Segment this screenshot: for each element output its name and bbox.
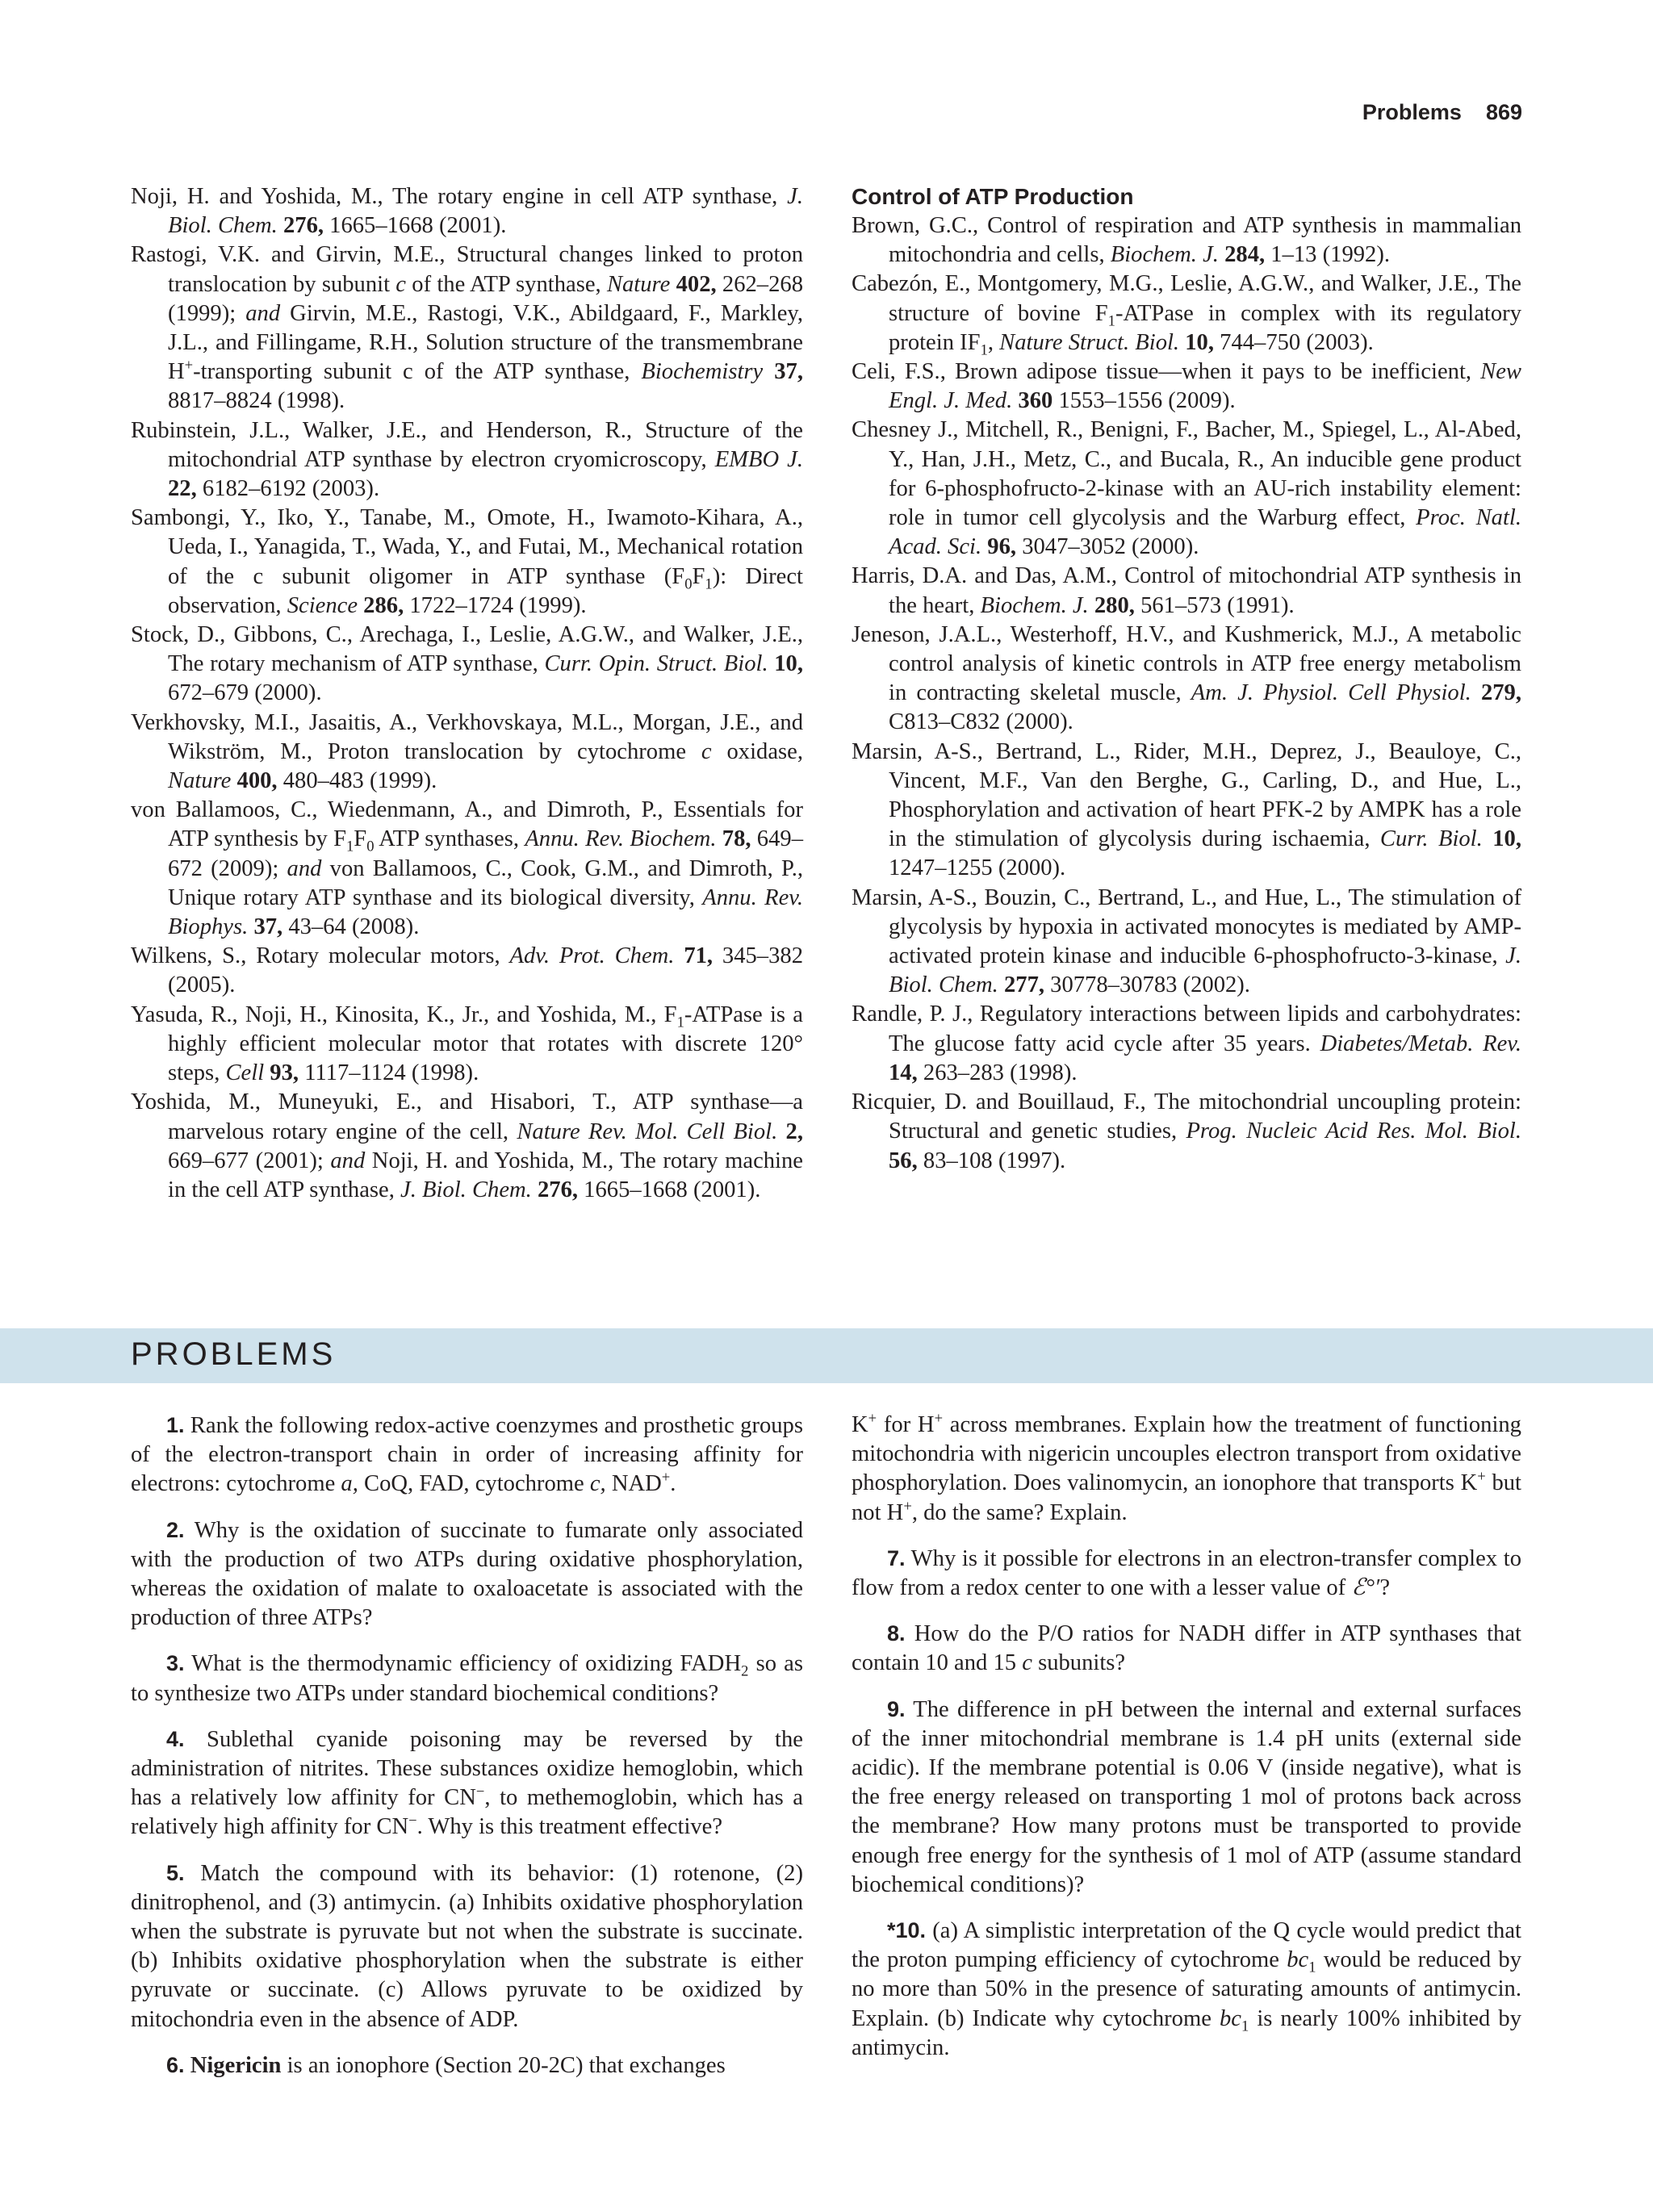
reference-entry: Celi, F.S., Brown adipose tissue—when it pays to be inefficient, New Engl. J. Med. 360 1553–1556 (2009). xyxy=(852,359,1521,414)
problem-text: Rank the following redox-active coenzymes and prosthetic groups of the electron-transport chain in order of increasing affinity for electrons: cytochrome a, CoQ, FAD, cytochrome c, NAD+. xyxy=(131,1413,803,1497)
reference-entry: Noji, H. and Yoshida, M., The rotary engine in cell ATP synthase, J. Biol. Chem. 276, 1665–1668 (2001). xyxy=(131,184,803,239)
references-right-list xyxy=(852,211,1521,1176)
reference-entry: Cabezón, E., Montgomery, M.G., Leslie, A.G.W., and Walker, J.E., The structure of bovine $F_1$-ATPase in complex with its regulatory protein $IF_1$, Nature Struct. Biol. 10, 744–750 (2003). xyxy=(852,271,1521,359)
problem-number: 1. xyxy=(166,1413,185,1437)
problem-item xyxy=(852,1695,1521,1900)
reference-entry: Rastogi, V.K. and Girvin, M.E., Structural changes linked to proton translocation by subunit c of the ATP synthase, Nature 402, 262–268 (1999); and Girvin, M.E., Rastogi, V.K., Abildgaard, F., Markley, J.L., and Fillingame, R.H., Solution structure of the transmembrane H+-transporting subunit c of the ATP synthase, Biochemistry 37, 8817–8824 (1998). xyxy=(131,242,803,414)
problem-text: Sublethal cyanide poisoning may be reversed by the administration of nitrites. These substances oxidize hemoglobin, which has a relatively low affinity for CN−, to methemoglobin, which has a relatively high affinity for CN−. Why is this treatment effective? xyxy=(131,1726,804,1840)
problem-text: Why is the oxidation of succinate to fumarate only associated with the production of two ATPs during oxidative phosphorylation, whereas the oxidation of malate to oxaloacetate is associated with the production of three ATPs? xyxy=(131,1517,803,1631)
problems-title: PROBLEMS xyxy=(131,1336,337,1372)
problem-item xyxy=(131,1725,803,1842)
problem-number: 7. xyxy=(887,1545,906,1570)
reference-entry: Ricquier, D. and Bouillaud, F., The mitochondrial uncoupling protein: Structural and genetic studies, Prog. Nucleic Acid Res. Mol. Biol. 56, 83–108 (1997). xyxy=(852,1089,1521,1173)
reference-entry: Randle, P. J., Regulatory interactions between lipids and carbohydrates: The glucose fatty acid cycle after 35 years. Diabetes/Metab. Rev. 14, 263–283 (1998). xyxy=(852,1001,1521,1085)
problem-number: 9. xyxy=(887,1696,906,1721)
running-head-section: Problems xyxy=(1362,100,1462,124)
reference-entry: Harris, D.A. and Das, A.M., Control of mitochondrial ATP synthesis in the heart, Biochem. J. 280, 561–573 (1991). xyxy=(852,563,1521,618)
problem-text: Match the compound with its behavior: (1) rotenone, (2) dinitrophenol, and (3) antimycin. (a) Inhibits oxidative phosphorylation when the substrate is pyruvate but not when the substrate is succinate. (b) Inhibits oxidative phosphorylation when the substrate is either pyruvate or succinate. (c) Allows pyruvate to be oxidized by mitochondria even in the absence of ADP. xyxy=(131,1860,803,2032)
reference-entry: Stock, D., Gibbons, C., Arechaga, I., Leslie, A.G.W., and Walker, J.E., The rotary mechanism of ATP synthase, Curr. Opin. Struct. Biol. 10, 672–679 (2000). xyxy=(131,622,803,706)
references-left-column xyxy=(131,182,803,1205)
reference-entry: Yoshida, M., Muneyuki, E., and Hisabori, T., ATP synthase—a marvelous rotary engine of the cell, Nature Rev. Mol. Cell Biol. 2, 669–677 (2001); and Noji, H. and Yoshida, M., The rotary machine in the cell ATP synthase, J. Biol. Chem. 276, 1665–1668 (2001). xyxy=(131,1089,803,1202)
problem-text: (a) A simplistic interpretation of the Q cycle would predict that the proton pumping efficiency of cytochrome $bc_1$ would be reduced by no more than 50% in the presence of saturating amounts of antimycin. Explain. (b) Indicate why cytochrome $bc_1$ is nearly 100% inhibited by antimycin. xyxy=(852,1918,1521,2060)
problem-6-continuation: K+ for H+ across membranes. Explain how the treatment of functioning mitochondria with nigericin uncouples electron transport from oxidative phosphorylation. Does valinomycin, an ionophore that transports K+ but not H+, do the same? Explain. xyxy=(852,1410,1521,1525)
problem-text: How do the P/O ratios for NADH differ in ATP synthases that contain 10 and 15 c subunits? xyxy=(852,1621,1521,1676)
problem-item xyxy=(131,1859,803,2034)
problem-item xyxy=(852,1916,1521,2063)
reference-entry: Marsin, A-S., Bertrand, L., Rider, M.H., Deprez, J., Beauloye, C., Vincent, M.F., Van den Berghe, G., Carling, D., and Hue, L., Phosphorylation and activation of heart PFK-2 by AMPK has a role in the stimulation of glycolysis during ischaemia, Curr. Biol. 10, 1247–1255 (2000). xyxy=(852,738,1521,881)
reference-entry: Yasuda, R., Noji, H., Kinosita, K., Jr., and Yoshida, M., $F_1$-ATPase is a highly efficient molecular motor that rotates with discrete 120° steps, Cell 93, 1117–1124 (1998). xyxy=(131,1001,803,1086)
reference-entry: Marsin, A-S., Bouzin, C., Bertrand, L., and Hue, L., The stimulation of glycolysis by hypoxia in activated monocytes is mediated by AMP-activated protein kinase and inducible 6-phosphofructo-3-kinase, J. Biol. Chem. 277, 30778–30783 (2002). xyxy=(852,884,1521,998)
problem-item xyxy=(131,1649,803,1708)
problems-right-list xyxy=(852,1544,1521,2063)
problem-number: *10. xyxy=(887,1918,927,1943)
problems-right-column xyxy=(852,1411,1521,2079)
problem-number: 4. xyxy=(166,1726,185,1751)
problem-text: What is the thermodynamic efficiency of oxidizing $FADH_2$ so as to synthesize two ATPs under standard biochemical conditions? xyxy=(131,1651,803,1706)
problem-number: 5. xyxy=(166,1860,185,1885)
problem-number: 6. xyxy=(166,2052,185,2077)
reference-entry: Verkhovsky, M.I., Jasaitis, A., Verkhovskaya, M.L., Morgan, J.E., and Wikström, M., Proton translocation by cytochrome c oxidase, Nature 400, 480–483 (1999). xyxy=(131,709,803,794)
references-right-column xyxy=(852,182,1521,1176)
reference-entry: Sambongi, Y., Iko, Y., Tanabe, M., Omote, H., Iwamoto-Kihara, A., Ueda, I., Yanagida, T., Wada, Y., and Futai, M., Mechanical rotation of the c subunit oligomer in ATP synthase $(F_0F_1)$: Direct observation, Science 286, 1722–1724 (1999). xyxy=(131,505,803,618)
reference-entry: Rubinstein, J.L., Walker, J.E., and Henderson, R., Structure of the mitochondrial ATP synthase by electron cryomicroscopy, EMBO J. 22, 6182–6192 (2003). xyxy=(131,417,803,502)
reference-entry: Jeneson, J.A.L., Westerhoff, H.V., and Kushmerick, M.J., A metabolic control analysis of kinetic controls in ATP free energy metabolism in contracting skeletal muscle, Am. J. Physiol. Cell Physiol. 279, C813–C832 (2000). xyxy=(852,621,1521,735)
references-subheading: Control of ATP Production xyxy=(852,184,1134,209)
reference-entry: Chesney J., Mitchell, R., Benigni, F., Bacher, M., Spiegel, L., Al-Abed, Y., Han, J.H., Metz, C., and Bucala, R., An inducible gene product for 6-phosphofructo-2-kinase with an AU-rich instability element: role in tumor cell glycolysis and the Warburg effect, Proc. Natl. Acad. Sci. 96, 3047–3052 (2000). xyxy=(852,417,1521,560)
reference-entry: Brown, G.C., Control of respiration and ATP synthesis in mammalian mitochondria and cells, Biochem. J. 284, 1–13 (1992). xyxy=(852,213,1521,268)
problem-number: 8. xyxy=(887,1621,906,1646)
problem-text: The difference in pH between the internal and external surfaces of the inner mitochondrial membrane is 1.4 pH units (external side acidic). If the membrane potential is 0.06 V (inside negative), what is the free energy released on transporting 1 mol of protons back across the membrane? How many protons must be transported to provide enough free energy for the synthesis of 1 mol of ATP (assume standard biochemical conditions)? xyxy=(852,1696,1521,1897)
problems-left-column xyxy=(131,1411,803,2097)
problem-item xyxy=(852,1544,1521,1603)
problem-item xyxy=(131,1411,803,1499)
problem-item xyxy=(131,2051,803,2080)
problem-text: Nigericin is an ionophore (Section 20-2C) that exchanges xyxy=(190,2052,726,2078)
running-head xyxy=(1362,100,1522,125)
problem-number: 2. xyxy=(166,1517,185,1542)
reference-entry: von Ballamoos, C., Wiedenmann, A., and Dimroth, P., Essentials for ATP synthesis by $F_1F_0$ ATP synthases, Annu. Rev. Biochem. 78, 649–672 (2009); and von Ballamoos, C., Cook, G.M., and Dimroth, P., Unique rotary ATP synthase and its biological diversity, Annu. Rev. Biophys. 37, 43–64 (2008). xyxy=(131,797,804,940)
page-number: 869 xyxy=(1485,100,1522,124)
problem-item xyxy=(131,1516,803,1633)
problem-text: Why is it possible for electrons in an electron-transfer complex to flow from a redox center to one with a lesser value of ℰ°′? xyxy=(852,1545,1521,1601)
problem-number: 3. xyxy=(166,1651,185,1676)
reference-entry: Wilkens, S., Rotary molecular motors, Adv. Prot. Chem. 71, 345–382 (2005). xyxy=(131,943,803,998)
problem-item xyxy=(852,1619,1521,1678)
